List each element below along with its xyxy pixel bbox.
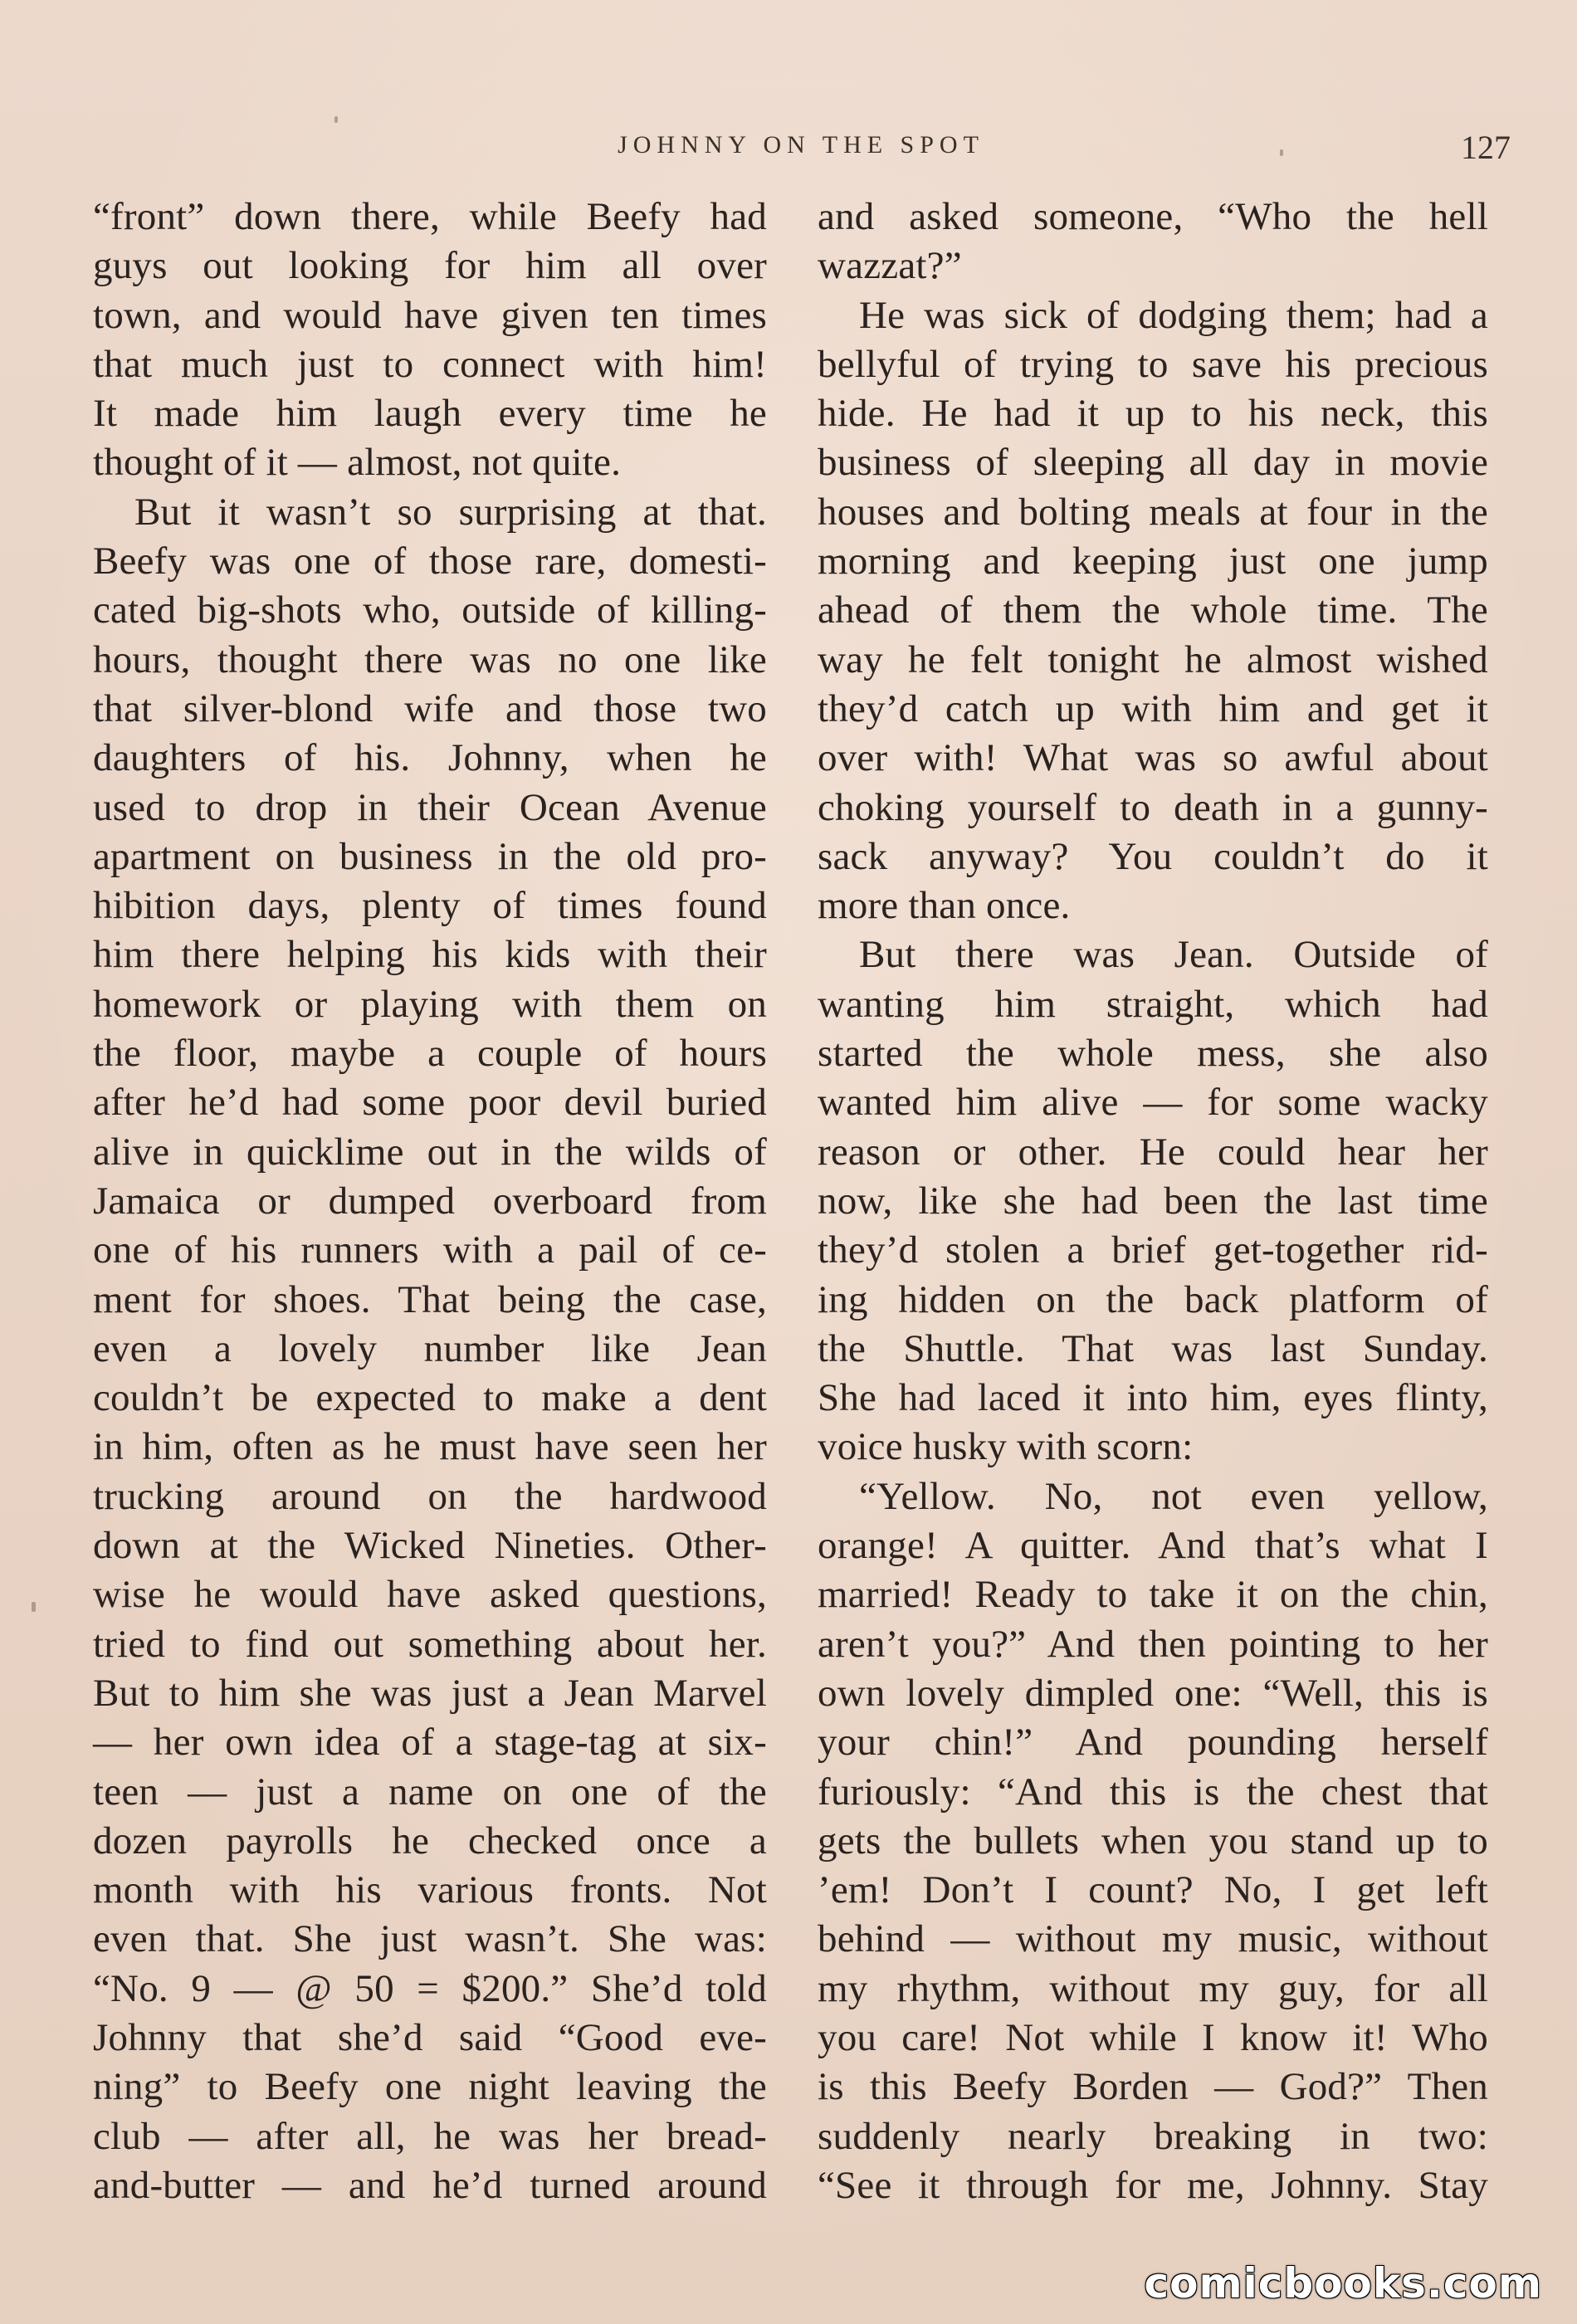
text-line: Beefy was one of those rare, domesti- — [93, 540, 767, 583]
text-line: couldn’t be expected to make a dent — [93, 1376, 767, 1420]
text-line: ment for shoes. That being the case, — [93, 1277, 767, 1321]
text-line: bellyful of trying to save his precious — [818, 342, 1488, 386]
page-header — [91, 131, 1511, 168]
text-line: my rhythm, without my guy, for all — [818, 1966, 1488, 2010]
text-line: orange! A quitter. And that’s what I — [818, 1524, 1488, 1568]
text-line: ing hidden on the back platform of — [818, 1277, 1488, 1321]
text-line: own lovely dimpled one: “Well, this is — [818, 1671, 1488, 1715]
text-line: even that. She just wasn’t. She was: — [93, 1917, 767, 1961]
text-line: dozen payrolls he checked once a — [93, 1819, 767, 1863]
text-line: that silver-blond wife and those two — [93, 686, 767, 730]
text-line: sack anyway? You couldn’t do it — [818, 834, 1488, 878]
text-line: business of sleeping all day in movie — [818, 441, 1488, 485]
text-line: alive in quicklime out in the wilds of — [93, 1130, 767, 1174]
text-line: furiously: “And this is the chest that — [818, 1770, 1488, 1814]
text-line: him there helping his kids with their — [93, 933, 767, 977]
text-line: ahead of them the whole time. The — [818, 588, 1488, 632]
text-line: morning and keeping just one jump — [818, 540, 1488, 583]
text-line: hours, thought there was no one like — [93, 637, 767, 681]
text-line: more than once. — [818, 884, 1071, 928]
text-line: and-butter — and he’d turned around — [93, 2163, 767, 2207]
print-speck — [1280, 149, 1283, 156]
text-line: way he felt tonight he almost wished — [818, 637, 1488, 681]
text-line: ’em! Don’t I count? No, I get left — [818, 1868, 1488, 1912]
text-line: behind — without my music, without — [818, 1917, 1488, 1961]
right-text-column — [818, 193, 1488, 2210]
text-line: She had laced it into him, eyes flinty, — [818, 1376, 1488, 1420]
text-line: “front” down there, while Beefy had — [93, 195, 767, 238]
text-line: after he’d had some poor devil buried — [93, 1081, 767, 1125]
text-line: thought of it — almost, not quite. — [93, 441, 622, 485]
text-line: homework or playing with them on — [93, 982, 767, 1026]
text-line: now, like she had been the last time — [818, 1179, 1488, 1223]
text-line: It made him laugh every time he — [93, 392, 767, 436]
text-line: month with his various fronts. Not — [93, 1868, 767, 1912]
running-head: JOHNNY ON THE SPOT — [618, 131, 984, 159]
text-line: guys out looking for him all over — [93, 244, 767, 288]
text-line: ning” to Beefy one night leaving the — [93, 2065, 767, 2109]
text-line: in him, often as he must have seen her — [93, 1425, 767, 1469]
text-line: they’d stolen a brief get-together rid- — [818, 1228, 1488, 1272]
text-line: even a lovely number like Jean — [93, 1326, 767, 1370]
text-line: the Shuttle. That was last Sunday. — [818, 1326, 1488, 1370]
text-line: wazzat?” — [818, 244, 962, 288]
text-line: gets the bullets when you stand up to — [818, 1819, 1488, 1863]
text-line: aren’t you?” And then pointing to her — [818, 1622, 1488, 1666]
print-speck — [334, 116, 338, 123]
text-line: used to drop in their Ocean Avenue — [93, 785, 767, 829]
text-line: cated big-shots who, outside of killing- — [93, 588, 767, 632]
text-line: “Yellow. No, not even yellow, — [859, 1474, 1488, 1518]
text-line: “No. 9 — @ 50 = $200.” She’d told — [93, 1966, 767, 2010]
text-line: trucking around on the hardwood — [93, 1474, 767, 1518]
text-line: reason or other. He could hear her — [818, 1130, 1488, 1174]
text-line: But to him she was just a Jean Marvel — [93, 1671, 767, 1715]
text-line: wanted him alive — for some wacky — [818, 1081, 1488, 1125]
text-line: houses and bolting meals at four in the — [818, 490, 1488, 534]
text-line: hide. He had it up to his neck, this — [818, 392, 1488, 436]
text-line: club — after all, he was her bread- — [93, 2114, 767, 2158]
text-line: apartment on business in the old pro- — [93, 834, 767, 878]
text-line: voice husky with scorn: — [818, 1425, 1194, 1469]
text-line: and asked someone, “Who the hell — [818, 195, 1488, 238]
text-line: the floor, maybe a couple of hours — [93, 1032, 767, 1076]
text-line: teen — just a name on one of the — [93, 1770, 767, 1814]
text-line: you care! Not while I know it! Who — [818, 2015, 1488, 2059]
text-line: they’d catch up with him and get it — [818, 686, 1488, 730]
text-line: daughters of his. Johnny, when he — [93, 736, 767, 780]
text-line: is this Beefy Borden — God?” Then — [818, 2065, 1488, 2109]
text-line: He was sick of dodging them; had a — [859, 293, 1488, 337]
text-line: down at the Wicked Nineties. Other- — [93, 1524, 767, 1568]
page-number: 127 — [1461, 129, 1511, 166]
text-line: wanting him straight, which had — [818, 982, 1488, 1026]
text-line: But there was Jean. Outside of — [859, 933, 1488, 977]
text-line: Johnny that she’d said “Good eve- — [93, 2015, 767, 2059]
text-line: town, and would have given ten times — [93, 293, 767, 337]
text-line: married! Ready to take it on the chin, — [818, 1573, 1488, 1617]
text-line: over with! What was so awful about — [818, 736, 1488, 780]
text-line: hibition days, plenty of times found — [93, 884, 767, 928]
text-line: started the whole mess, she also — [818, 1032, 1488, 1076]
text-line: choking yourself to death in a gunny- — [818, 785, 1488, 829]
text-line: “See it through for me, Johnny. Stay — [818, 2163, 1488, 2207]
text-line: Jamaica or dumped overboard from — [93, 1179, 767, 1223]
text-line: that much just to connect with him! — [93, 342, 767, 386]
text-line: suddenly nearly breaking in two: — [818, 2114, 1488, 2158]
text-line: — her own idea of a stage-tag at six- — [93, 1721, 767, 1765]
text-line: But it wasn’t so surprising at that. — [134, 490, 767, 534]
left-text-column — [93, 193, 767, 2210]
text-line: your chin!” And pounding herself — [818, 1721, 1488, 1765]
text-line: tried to find out something about her. — [93, 1622, 767, 1666]
text-line: wise he would have asked questions, — [93, 1573, 767, 1617]
text-line: one of his runners with a pail of ce- — [93, 1228, 767, 1272]
watermark-logo: comicbooks.com — [1144, 2259, 1542, 2307]
print-speck — [32, 1602, 36, 1612]
